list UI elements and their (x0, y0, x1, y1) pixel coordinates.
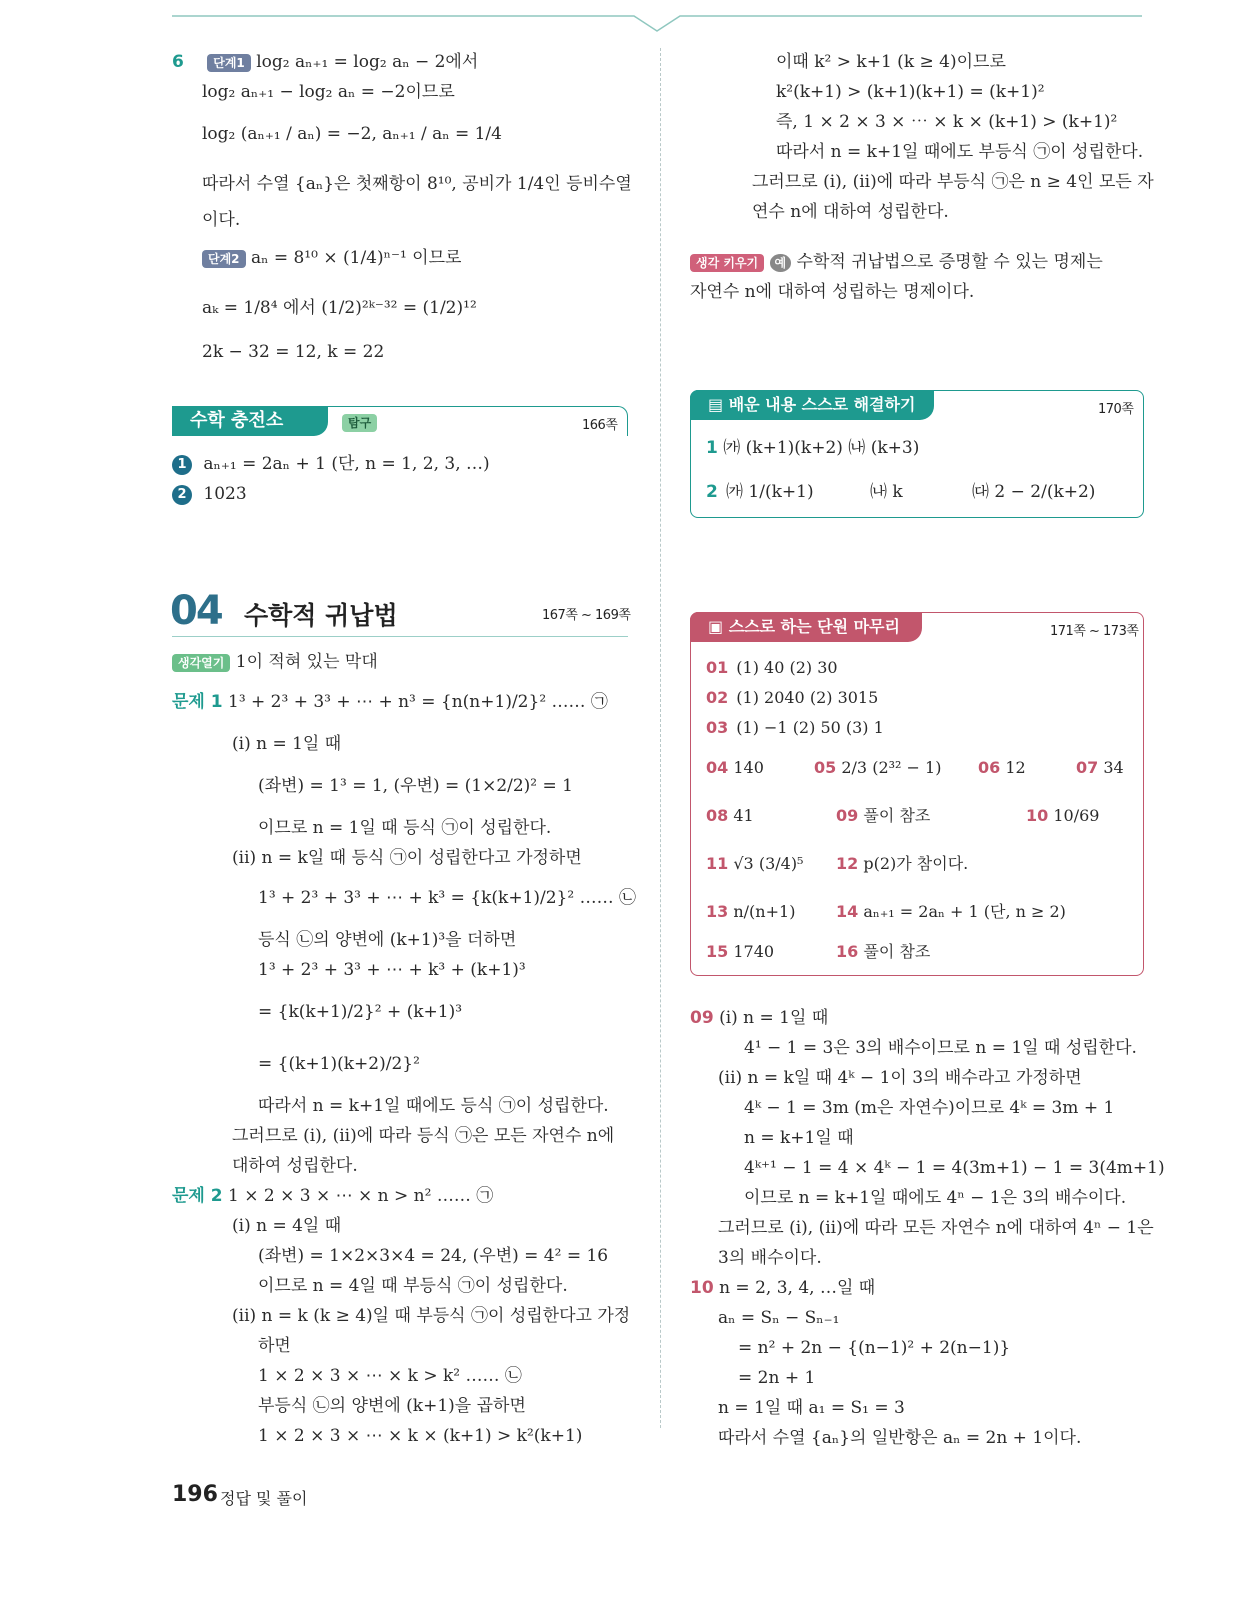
review-answer-06 (978, 756, 1026, 780)
section-title: 수학적 귀납법 (244, 601, 398, 630)
charge-tag-wrap (342, 410, 377, 434)
text-line: n = 2, 3, 4, …일 때 (719, 1278, 876, 1298)
review-answer-12 (836, 852, 968, 876)
math-line: log₂ aₙ₊₁ − log₂ aₙ = −2이므로 (202, 82, 455, 102)
answer-number: 09 (836, 806, 859, 825)
review-answer-11 (706, 852, 803, 876)
charge-page: 166쪽 (582, 418, 618, 433)
charge-answer-1 (172, 452, 490, 476)
row-text: ㈏ k (870, 482, 903, 502)
question-label: 문제 2 (172, 1186, 223, 1206)
math-line: (좌변) = 1³ = 1, (우변) = (1×2/2)² = 1 (258, 776, 573, 796)
math-line: = n² + 2n − {(n−1)² + 2(n−1)} (738, 1338, 1011, 1358)
answer-text: 1023 (203, 484, 247, 504)
answer-number: 01 (706, 658, 729, 677)
charge-answer-2 (172, 482, 247, 506)
question-1-line (172, 690, 608, 714)
review-answer-15 (706, 940, 774, 964)
text-line: 이므로 n = k+1일 때에도 4ⁿ − 1은 3의 배수이다. (744, 1188, 1127, 1208)
text-line: 등식 ㉡의 양변에 (k+1)³을 더하면 (258, 930, 517, 950)
answer-text: 2/3 (2³² − 1) (841, 758, 942, 777)
text-line: (i) n = 4일 때 (232, 1216, 342, 1236)
solve-row-1 (706, 436, 919, 460)
solve-title-text: 배운 내용 스스로 해결하기 (728, 395, 916, 414)
review-answer-14 (836, 900, 1066, 924)
answer-number: 2 (172, 485, 192, 505)
answer-text: (1) 40 (2) 30 (736, 658, 838, 677)
text-line: 3의 배수이다. (718, 1248, 822, 1268)
answer-number: 02 (706, 688, 729, 707)
think-grow-tag: 생각 키우기 (690, 254, 764, 272)
text-line: (ii) n = k일 때 4ᵏ − 1이 3의 배수라고 가정하면 (718, 1068, 1082, 1088)
step-tag: 단계2 (202, 250, 246, 268)
row-text: ㈎ (k+1)(k+2) ㈏ (k+3) (723, 438, 920, 458)
answer-text: p(2)가 참이다. (863, 854, 969, 873)
text-line: 이므로 n = 4일 때 부등식 ㉠이 성립한다. (258, 1276, 568, 1296)
example-badge: 예 (770, 254, 792, 272)
text-line: 따라서 n = k+1일 때에도 부등식 ㉠이 성립한다. (776, 142, 1144, 162)
solve-title (690, 390, 934, 420)
math-line: aₖ = 1/8⁴ 에서 (1/2)²ᵏ⁻³² = (1/2)¹² (202, 298, 477, 318)
answer-text: n/(n+1) (733, 902, 796, 921)
think-tag: 생각열기 (172, 654, 230, 672)
math-line: aₙ = Sₙ − Sₙ₋₁ (718, 1308, 840, 1328)
math-line: = {(k+1)(k+2)/2}² (258, 1054, 420, 1074)
top-rule (172, 15, 1142, 45)
charge-title: 수학 충전소 (172, 406, 328, 436)
answer-number: 11 (706, 854, 729, 873)
solution-number: 09 (690, 1008, 714, 1028)
review-answer-10 (1026, 804, 1099, 828)
text-line: 따라서 수열 {aₙ}의 일반항은 aₙ = 2n + 1이다. (718, 1428, 1082, 1448)
text-line: 부등식 ㉡의 양변에 (k+1)을 곱하면 (258, 1396, 526, 1416)
solution-09-line-1 (690, 1006, 828, 1030)
math-line: 즉, 1 × 2 × 3 × ⋯ × k × (k+1) > (k+1)² (776, 112, 1118, 132)
row-number: 1 (706, 438, 718, 458)
text-line: 수학적 귀납법으로 증명할 수 있는 명제는 (796, 252, 1103, 272)
math-line: 2k − 32 = 12, k = 22 (202, 342, 385, 362)
answer-number: 08 (706, 806, 729, 825)
answer-text: 풀이 참조 (863, 806, 931, 825)
text-line: (i) n = 1일 때 (232, 734, 342, 754)
review-answer-row (706, 656, 838, 680)
answer-number: 14 (836, 902, 859, 921)
math-line: (좌변) = 1×2×3×4 = 24, (우변) = 4² = 16 (258, 1246, 609, 1266)
math-line: 1 × 2 × 3 × ⋯ × k > k² …… ㉡ (258, 1366, 522, 1386)
math-line: 1³ + 2³ + 3³ + ⋯ + n³ = {n(n+1)/2}² …… ㉠ (228, 692, 608, 712)
question-2-line (172, 1184, 493, 1208)
text-line: 따라서 n = k+1일 때에도 등식 ㉠이 성립한다. (258, 1096, 609, 1116)
think-text: 1이 적혀 있는 막대 (235, 652, 378, 672)
text-line: 그러므로 (i), (ii)에 따라 부등식 ㉠은 n ≥ 4인 모든 자 (752, 172, 1154, 192)
answer-number: 07 (1076, 758, 1099, 777)
math-line: 4¹ − 1 = 3은 3의 배수이므로 n = 1일 때 성립한다. (744, 1038, 1137, 1058)
think-grow-line (690, 250, 1103, 274)
text-line: 그러므로 (i), (ii)에 따라 등식 ㉠은 모든 자연수 n에 (232, 1126, 615, 1146)
row-text: ㈎ 1/(k+1) (726, 482, 814, 502)
answer-number: 05 (814, 758, 837, 777)
math-line: 1 × 2 × 3 × ⋯ × k × (k+1) > k²(k+1) (258, 1426, 583, 1446)
math-line: 4ᵏ⁺¹ − 1 = 4 × 4ᵏ − 1 = 4(3m+1) − 1 = 3(4m+1) (744, 1158, 1165, 1178)
review-answer-row (706, 716, 884, 740)
text-line: 연수 n에 대하여 성립한다. (752, 202, 949, 222)
answer-number: 03 (706, 718, 729, 737)
answer-text: 140 (733, 758, 764, 777)
answer-text: 1740 (733, 942, 775, 961)
text-line: (i) n = 1일 때 (719, 1008, 829, 1028)
math-line: = 2n + 1 (738, 1368, 816, 1388)
review-answer-04 (706, 756, 764, 780)
review-title-text: 스스로 하는 단원 마무리 (728, 617, 900, 636)
math-line: log₂ (aₙ₊₁ / aₙ) = −2, aₙ₊₁ / aₙ = 1/4 (202, 124, 502, 144)
text-line: (ii) n = k일 때 등식 ㉠이 성립한다고 가정하면 (232, 848, 582, 868)
math-line: log₂ aₙ₊₁ = log₂ aₙ − 2에서 (256, 52, 479, 72)
page-number: 196 (172, 1482, 218, 1507)
math-line: 1³ + 2³ + 3³ + ⋯ + k³ = {k(k+1)/2}² …… ㉡ (258, 888, 636, 908)
solve-page: 170쪽 (1098, 402, 1134, 417)
section-rule (172, 636, 628, 637)
answer-number: 15 (706, 942, 729, 961)
math-line: k²(k+1) > (k+1)(k+1) = (k+1)² (776, 82, 1045, 102)
math-line: n = k+1일 때 (744, 1128, 854, 1148)
answer-number: 1 (172, 455, 192, 475)
solution-10-line-1 (690, 1276, 875, 1300)
review-answer-08 (706, 804, 754, 828)
think-line (172, 650, 378, 674)
math-line: n = 1일 때 a₁ = S₁ = 3 (718, 1398, 905, 1418)
math-line: aₙ = 8¹⁰ × (1/4)ⁿ⁻¹ 이므로 (250, 248, 462, 268)
review-answer-07 (1076, 756, 1124, 780)
step-tag: 단계1 (207, 54, 251, 72)
math-line: 1³ + 2³ + 3³ + ⋯ + k³ + (k+1)³ (258, 960, 526, 980)
answer-number: 13 (706, 902, 729, 921)
text-line: 하면 (258, 1336, 291, 1356)
text-line: 대하여 성립한다. (232, 1156, 358, 1176)
answer-text: 12 (1005, 758, 1026, 777)
review-answer-16 (836, 940, 930, 964)
answer-number: 16 (836, 942, 859, 961)
math-line: 4ᵏ − 1 = 3m (m은 자연수)이므로 4ᵏ = 3m + 1 (744, 1098, 1115, 1118)
review-page: 171쪽 ~ 173쪽 (1050, 624, 1139, 639)
question-label: 문제 1 (172, 692, 223, 712)
footer-label: 정답 및 풀이 (220, 1489, 308, 1508)
solution-number: 10 (690, 1278, 714, 1298)
review-answer-09 (836, 804, 930, 828)
answer-text: aₙ₊₁ = 2aₙ + 1 (단, n ≥ 2) (863, 902, 1066, 921)
math-line: 이때 k² > k+1 (k ≥ 4)이므로 (776, 52, 1006, 72)
answer-text: (1) 2040 (2) 3015 (736, 688, 879, 707)
answer-number: 06 (978, 758, 1001, 777)
charge-tag: 탐구 (342, 414, 377, 432)
answer-text: 41 (733, 806, 754, 825)
row-text: ㈐ 2 − 2/(k+2) (972, 482, 1096, 502)
review-answer-05 (814, 756, 941, 780)
review-answer-13 (706, 900, 795, 924)
section-number: 04 (170, 588, 222, 634)
text-line: 이다. (202, 210, 241, 230)
answer-text: 10/69 (1053, 806, 1100, 825)
list-icon: ▤ (708, 395, 729, 414)
text-line: (ii) n = k (k ≥ 4)일 때 부등식 ㉠이 성립한다고 가정 (232, 1306, 631, 1326)
text-line: 그러므로 (i), (ii)에 따라 모든 자연수 n에 대하여 4ⁿ − 1은 (718, 1218, 1154, 1238)
row-number: 2 (706, 482, 718, 502)
problem-6-line-step2 (202, 246, 461, 270)
text-line: 따라서 수열 {aₙ}은 첫째항이 8¹⁰, 공비가 1/4인 등비수열 (202, 174, 632, 194)
answer-number: 12 (836, 854, 859, 873)
math-line: 1 × 2 × 3 × ⋯ × n > n² …… ㉠ (228, 1186, 494, 1206)
text-line: 자연수 n에 대하여 성립하는 명제이다. (690, 282, 975, 302)
answer-text: √3 (3/4)⁵ (733, 854, 804, 873)
math-line: = {k(k+1)/2}² + (k+1)³ (258, 1002, 463, 1022)
review-title (690, 612, 922, 642)
problem-6-line-1 (172, 50, 478, 74)
problem-number: 6 (172, 52, 184, 72)
answer-text: (1) −1 (2) 50 (3) 1 (736, 718, 884, 737)
answer-text: 34 (1103, 758, 1124, 777)
solve-row-2 (706, 480, 718, 504)
answer-text: aₙ₊₁ = 2aₙ + 1 (단, n = 1, 2, 3, …) (203, 454, 490, 474)
column-divider (660, 48, 661, 1428)
review-answer-row (706, 686, 878, 710)
section-pages: 167쪽 ~ 169쪽 (542, 608, 631, 623)
answer-number: 04 (706, 758, 729, 777)
list-icon: ▣ (708, 617, 729, 636)
text-line: 이므로 n = 1일 때 등식 ㉠이 성립한다. (258, 818, 552, 838)
answer-text: 풀이 참조 (863, 942, 931, 961)
answer-number: 10 (1026, 806, 1049, 825)
